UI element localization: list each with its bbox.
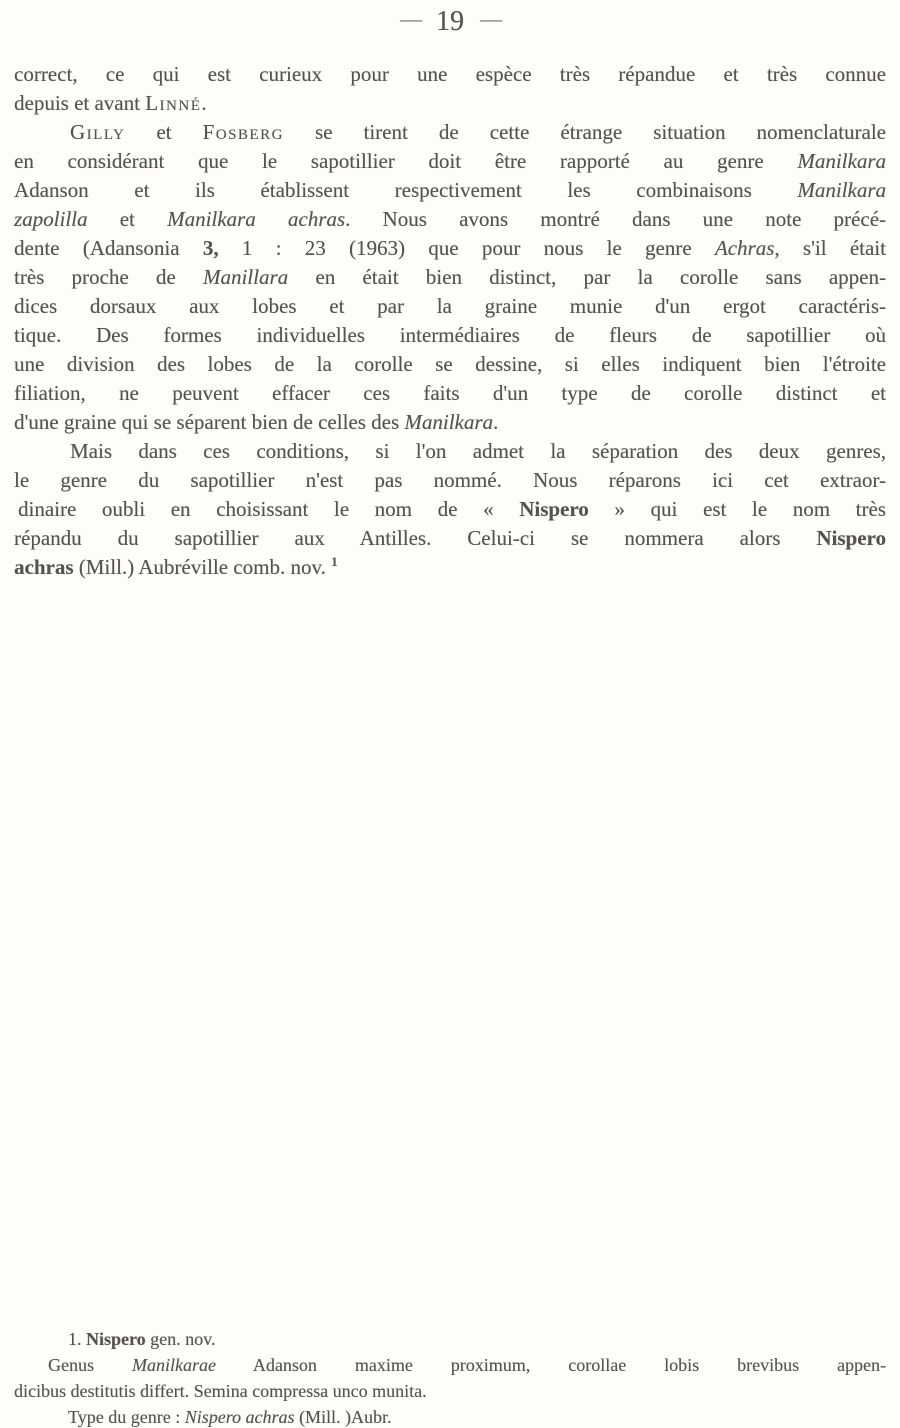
text-line xyxy=(14,408,886,437)
page-header xyxy=(0,6,900,38)
text-run: Nispero xyxy=(519,497,589,521)
text-run: 1 xyxy=(331,554,338,569)
text-run: 3, xyxy=(202,236,219,260)
body-text xyxy=(14,60,886,582)
text-line xyxy=(14,147,886,176)
text-run: dicibus destitutis differt. Semina compressa unco munita. xyxy=(14,1381,427,1401)
text-run: Manilkarae xyxy=(131,1355,216,1375)
text-run: Manilkara xyxy=(797,149,886,173)
text-run: Manilkara xyxy=(797,178,886,202)
text-line xyxy=(14,321,886,350)
text-run: et xyxy=(87,207,168,231)
text-run: Manilkara achras xyxy=(167,207,346,231)
text-run: zapolilla xyxy=(14,207,88,231)
text-run: Linné xyxy=(145,91,202,115)
text-run: Nispero xyxy=(816,526,886,550)
text-line xyxy=(14,234,886,263)
text-line xyxy=(14,205,886,234)
text-run: Adanson maxime proximum, corollae lobis brevibus appen- xyxy=(215,1355,886,1375)
text-run: Gilly xyxy=(70,120,126,144)
text-line xyxy=(14,466,886,495)
text-run: tique. Des formes individuelles intermédiaires de fleurs de sapotillier où xyxy=(14,323,886,347)
text-line xyxy=(14,495,886,524)
header-dash-left: — xyxy=(400,6,420,31)
text-line xyxy=(14,89,886,118)
text-run: depuis et avant xyxy=(14,91,146,115)
text-run: gen. nov. xyxy=(145,1329,216,1349)
text-line xyxy=(14,1352,886,1378)
text-run: filiation, ne peuvent effacer ces faits d'un type de corolle distinct et xyxy=(14,381,886,405)
text-run: répandu du sapotillier aux Antilles. Celui-ci se nommera alors xyxy=(14,526,817,550)
text-run: se tirent de cette étrange situation nomenclaturale xyxy=(283,120,886,144)
text-run: Adanson et ils établissent respectivement les combinaisons xyxy=(14,178,798,202)
text-run: Type du genre : xyxy=(68,1407,185,1427)
text-line xyxy=(14,553,886,582)
text-run: , s'il était xyxy=(774,236,886,260)
text-line xyxy=(14,437,886,466)
text-line xyxy=(14,1326,886,1352)
text-run: le genre du sapotillier n'est pas nommé. Nous réparons ici cet extraor- xyxy=(14,468,886,492)
text-run: en était bien distinct, par la corolle sans appen- xyxy=(288,265,886,289)
text-run: 1. xyxy=(68,1329,86,1349)
text-run: Fosberg xyxy=(202,120,284,144)
text-run: . xyxy=(201,91,207,115)
text-run: Achras xyxy=(714,236,775,260)
text-run: » qui est le nom très xyxy=(588,497,886,521)
text-run: une division des lobes de la corolle se dessine, si elles indiquent bien l'étroite xyxy=(14,352,886,376)
text-line xyxy=(14,350,886,379)
text-run: dinaire oubli en choisissant le nom de « xyxy=(18,497,520,521)
text-line xyxy=(14,263,886,292)
text-run: Genus xyxy=(48,1355,132,1375)
text-run: Mais dans ces conditions, si l'on admet la séparation des deux genres, xyxy=(70,439,886,463)
text-run: Manilkara xyxy=(404,410,494,434)
text-run: Manillara xyxy=(202,265,289,289)
text-line xyxy=(14,292,886,321)
header-dash-right: — xyxy=(480,6,500,31)
text-run: achras xyxy=(14,555,74,579)
text-run: 1 : 23 (1963) que pour nous le genre xyxy=(218,236,715,260)
text-run: (Mill. )Aubr. xyxy=(294,1407,392,1427)
text-run: et xyxy=(125,120,203,144)
text-run: . xyxy=(493,410,499,434)
footnote-text xyxy=(14,1326,886,1428)
text-line xyxy=(14,379,886,408)
text-run: d'une graine qui se séparent bien de celles des xyxy=(14,410,405,434)
text-run: correct, ce qui est curieux pour une espèce très répandue et très connue xyxy=(14,62,886,86)
text-line xyxy=(14,524,886,553)
text-line xyxy=(14,118,886,147)
text-run: (Mill.) Aubréville comb. nov. xyxy=(73,555,332,579)
text-line xyxy=(14,1404,886,1428)
text-line xyxy=(14,1378,886,1404)
text-run: très proche de xyxy=(14,265,203,289)
text-run: Nispero xyxy=(86,1329,146,1349)
text-run: dices dorsaux aux lobes et par la graine munie d'un ergot caractéris- xyxy=(14,294,886,318)
text-line xyxy=(14,176,886,205)
text-line xyxy=(14,60,886,89)
text-run: Nispero achras xyxy=(184,1407,295,1427)
text-run: . Nous avons montré dans une note précé- xyxy=(345,207,887,231)
text-run: en considérant que le sapotillier doit être rapporté au genre xyxy=(14,149,798,173)
page-number: 19 xyxy=(436,6,464,37)
text-run: dente (Adansonia xyxy=(14,236,203,260)
